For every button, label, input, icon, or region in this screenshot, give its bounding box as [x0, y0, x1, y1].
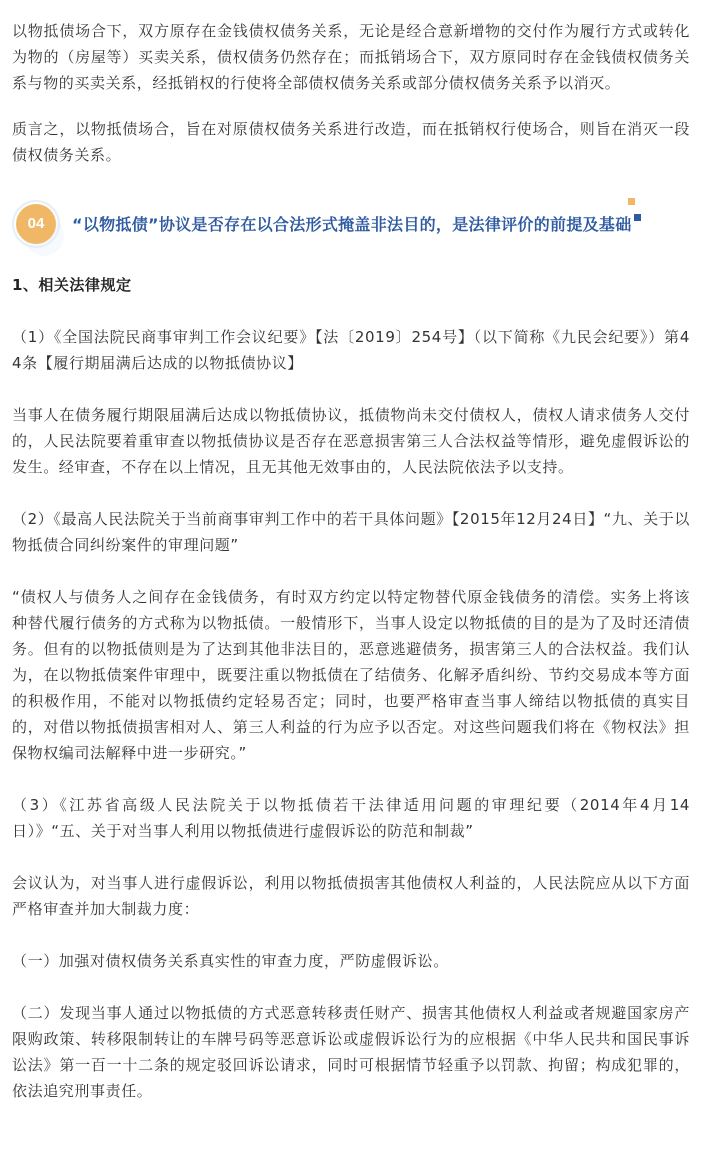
paragraph-offset-vs-set-off: 以物抵债场合下，双方原存在金钱债权债务关系，无论是经合意新增物的交付作为履行方式或转化为物的（房屋等）买卖关系，债权债务仍然存在；而抵销场合下，双方原同时存在金钱债权债务关系与物的买卖关系，经抵销权的行使将全部债权债务关系或部分债权债务关系予以消灭。 — [12, 22, 690, 92]
subheading-legal-provisions: 1、相关法律规定 — [12, 276, 132, 294]
paragraph-provision-3-item-1: （一）加强对债权债务关系真实性的审查力度，严防虚假诉讼。 — [12, 952, 449, 970]
paragraph-provision-1-text: 当事人在债务履行期限届满后达成以物抵债协议，抵债物尚未交付债权人，债权人请求债务人交付的，人民法院要着重审查以物抵债协议是否存在恶意损害第三人合法权益等情形，避免虚假诉讼的发生。经审查，不存在以上情况，且无其他无效事由的，人民法院依法予以支持。 — [12, 406, 690, 476]
paragraph-provision-3-title: （3）《江苏省高级人民法院关于以物抵债若干法律适用问题的审理纪要（2014年4月14日）》“五、关于对当事人利用以物抵债进行虚假诉讼的防范和制裁” — [12, 796, 690, 840]
paragraph-provision-2-text: “债权人与债务人之间存在金钱债务，有时双方约定以特定物替代原金钱债务的清偿。实务上将该种替代履行债务的方式称为以物抵债。一般情形下，当事人设定以物抵债的目的是为了及时还清债务。但有的以物抵债则是为了达到其他非法目的，恶意逃避债务，损害第三人的合法权益。我们认为，在以物抵债案件审理中，既要注重以物抵债在了结债务、化解矛盾纠纷、节约交易成本等方面的积极作用，不能对以物抵债约定轻易否定；同时，也要严格审查当事人缔结以物抵债的真实目的，对借以物抵债损害相对人、第三人利益的行为应予以否定。对这些问题我们将在《物权法》担保物权编司法解释中进一步研究。” — [12, 588, 690, 762]
section-number-badge: 04 — [16, 204, 56, 244]
paragraph-provision-2-title: （2）《最高人民法院关于当前商事审判工作中的若干具体问题》【2015年12月24日】“九、关于以物抵债合同纠纷案件的审理问题” — [12, 510, 690, 554]
paragraph-provision-1-title: （1）《全国法院民商事审判工作会议纪要》【法〔2019〕254号】（以下简称《九民会纪要》）第44条【履行期届满后达成的以物抵债协议】 — [12, 328, 690, 372]
paragraph-provision-3-intro: 会议认为，对当事人进行虚假诉讼，利用以物抵债损害其他债权人利益的，人民法院应从以下方面严格审查并加大制裁力度： — [12, 874, 690, 918]
section-header-04 — [12, 198, 690, 254]
section-title: “以物抵债”协议是否存在以合法形式掩盖非法目的，是法律评价的前提及基础 — [72, 215, 632, 234]
paragraph-provision-3-item-2: （二）发现当事人通过以物抵债的方式恶意转移责任财产、损害其他债权人利益或者规避国家房产限购政策、转移限制转让的车牌号码等恶意诉讼或虚假诉讼行为的应根据《中华人民共和国民事诉讼法》第一百一十二条的规定驳回诉讼请求，同时可根据情节轻重予以罚款、拘留；构成犯罪的，依法追究刑事责任。 — [12, 1004, 690, 1100]
decor-square-blue — [634, 214, 641, 221]
paragraph-summary: 质言之，以物抵债场合，旨在对原债权债务关系进行改造，而在抵销权行使场合，则旨在消灭一段债权债务关系。 — [12, 120, 690, 164]
decor-square-orange — [628, 198, 635, 205]
